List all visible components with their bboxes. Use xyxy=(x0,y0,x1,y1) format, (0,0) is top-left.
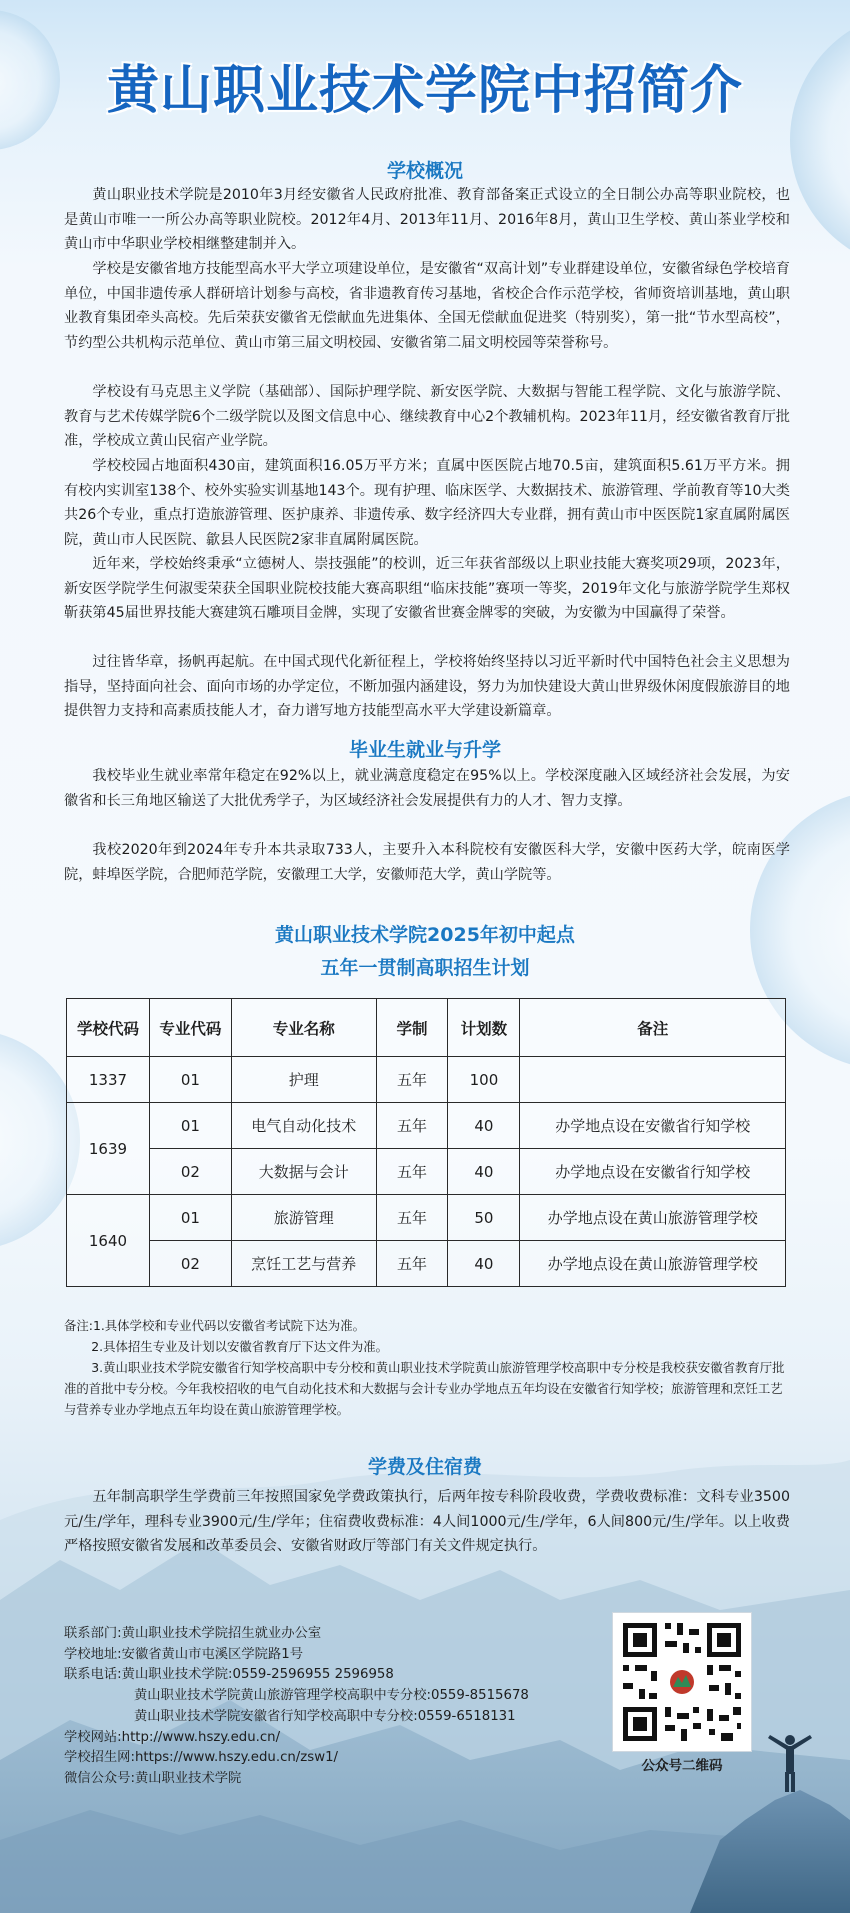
column-header: 学制 xyxy=(376,999,448,1057)
qr-caption: 公众号二维码 xyxy=(641,1758,723,1774)
note-line: 3.黄山职业技术学院安徽省行知学校高职中专分校和黄山职业技术学院黄山旅游管理学校高职中专分校是我校获安徽省教育厅批准的首批中专分校。今年我校招收的电气自动化技术和大数据与会计专业办学地点五年均设在安徽省行知学校；旅游管理和烹饪工艺与营养专业办学地点五年均设在黄山旅游管理学校。 xyxy=(64,1360,785,1417)
note-line: 2.具体招生专业及计划以安徽省教育厅下达文件为准。 xyxy=(91,1339,389,1354)
major-name-cell: 旅游管理 xyxy=(231,1195,376,1241)
note-cell: 办学地点设在安徽省行知学校 xyxy=(520,1149,786,1195)
contact-info xyxy=(64,1624,624,1790)
contact-address: 学校地址:安徽省黄山市屯溪区学院路1号 xyxy=(64,1646,303,1662)
admissions-website-link[interactable]: 学校招生网:https://www.hszy.edu.cn/zsw1/ xyxy=(64,1750,339,1766)
plan-heading-line1: 黄山职业技术学院2025年初中起点 xyxy=(275,924,575,946)
duration-cell: 五年 xyxy=(376,1149,448,1195)
quota-cell: 50 xyxy=(448,1195,520,1241)
major-code-cell: 01 xyxy=(149,1195,231,1241)
major-name-cell: 烹饪工艺与营养 xyxy=(231,1241,376,1287)
table-row xyxy=(67,1149,786,1195)
table-row xyxy=(67,1241,786,1287)
table-row xyxy=(67,1103,786,1149)
overview-heading: 学校概况 xyxy=(386,160,463,182)
major-name-cell: 大数据与会计 xyxy=(231,1149,376,1195)
overview-paragraph: 近年来，学校始终秉承“立德树人、崇技强能”的校训，近三年获省部级以上职业技能大赛奖项29项，2023年，新安医学院学生何淑雯荣获全国职业院校技能大赛高职组“临床技能”赛项一等奖，2019年文化与旅游学院学生郑权靳获第45届世界技能大赛建筑石雕项目金牌，实现了安徽省世赛金牌零的突破，为安徽为中国赢得了荣誉。 xyxy=(64,556,790,622)
school-code-cell: 1640 xyxy=(67,1195,150,1287)
duration-cell: 五年 xyxy=(376,1103,448,1149)
duration-cell: 五年 xyxy=(376,1057,448,1103)
overview-paragraph: 黄山职业技术学院是2010年3月经安徽省人民政府批准、教育部备案正式设立的全日制公办高等职业院校，也是黄山市唯一一所公办高等职业院校。2012年4月、2013年11月、2016年8月，黄山卫生学校、黄山茶业学校和黄山市中华职业学校相继整建制并入。 xyxy=(64,187,790,253)
overview-paragraph: 过往皆华章，扬帆再起航。在中国式现代化新征程上，学校将始终坚持以习近平新时代中国特色社会主义思想为指导，坚持面向社会、面向市场的办学定位，不断加强内涵建设，努力为加快建设大黄山世界级休闲度假旅游目的地提供智力支持和高素质技能人才，奋力谱写地方技能型高水平大学建设新篇章。 xyxy=(64,654,790,720)
wechat-account: 微信公众号:黄山职业技术学院 xyxy=(64,1770,242,1786)
wechat-qr-code xyxy=(612,1612,752,1752)
column-header: 专业名称 xyxy=(231,999,376,1057)
fees-paragraph: 五年制高职学生学费前三年按照国家免学费政策执行，后两年按专科阶段收费，学费收费标准：文科专业3500元/生/学年，理科专业3900元/生/学年；住宿费收费标准：4人间1000元/生/学年，6人间800元/生/学年。以上收费严格按照安徽省发展和改革委员会、安徽省财政厅等部门有关文件规定执行。 xyxy=(64,1489,790,1555)
table-row xyxy=(67,1195,786,1241)
table-notes xyxy=(64,1315,794,1420)
quota-cell: 40 xyxy=(448,1149,520,1195)
quota-cell: 40 xyxy=(448,1103,520,1149)
quota-cell: 100 xyxy=(448,1057,520,1103)
school-code-cell: 1337 xyxy=(67,1057,150,1103)
column-header: 计划数 xyxy=(448,999,520,1057)
employment-paragraph: 我校毕业生就业率常年稳定在92%以上，就业满意度稳定在95%以上。学校深度融入区域经济社会发展，为安徽省和长三角地区输送了大批优秀学子，为区域经济社会发展提供有力的人才、智力支撑。 xyxy=(64,768,790,809)
quota-cell: 40 xyxy=(448,1241,520,1287)
school-code-cell: 1639 xyxy=(67,1103,150,1195)
contact-phone-branch: 黄山职业技术学院黄山旅游管理学校高职中专分校:0559-8515678 xyxy=(134,1688,529,1704)
note-cell: 办学地点设在黄山旅游管理学校 xyxy=(520,1195,786,1241)
contact-department: 联系部门:黄山职业技术学院招生就业办公室 xyxy=(64,1626,322,1641)
contact-phone: 联系电话:黄山职业技术学院:0559-2596955 2596958 xyxy=(64,1667,394,1683)
note-cell: 办学地点设在安徽省行知学校 xyxy=(520,1103,786,1149)
table-row xyxy=(67,1057,786,1103)
page-title: 黄山职业技术学院中招简介 xyxy=(106,61,743,121)
major-name-cell: 护理 xyxy=(231,1057,376,1103)
major-code-cell: 01 xyxy=(149,1103,231,1149)
overview-paragraph: 学校设有马克思主义学院（基础部）、国际护理学院、新安医学院、大数据与智能工程学院、文化与旅游学院、教育与艺术传媒学院6个二级学院以及图文信息中心、继续教育中心2个教辅机构。2023年11月，经安徽省教育厅批准，学校成立黄山民宿产业学院。 xyxy=(64,384,790,450)
employment-paragraph: 我校2020年到2024年专升本共录取733人，主要升入本科院校有安徽医科大学，安徽中医药大学，皖南医学院，蚌埠医学院，合肥师范学院，安徽理工大学，安徽师范大学，黄山学院等。 xyxy=(64,842,790,883)
major-code-cell: 01 xyxy=(149,1057,231,1103)
plan-heading-line2: 五年一贯制高职招生计划 xyxy=(320,957,530,979)
major-code-cell: 02 xyxy=(149,1149,231,1195)
school-website-link[interactable]: 学校网站:http://www.hszy.edu.cn/ xyxy=(64,1729,281,1745)
fees-heading: 学费及住宿费 xyxy=(367,1456,482,1478)
duration-cell: 五年 xyxy=(376,1195,448,1241)
note-cell: 办学地点设在黄山旅游管理学校 xyxy=(520,1241,786,1287)
employment-heading: 毕业生就业与升学 xyxy=(348,739,501,761)
note-cell xyxy=(520,1057,786,1103)
note-line: 备注:1.具体学校和专业代码以安徽省考试院下达为准。 xyxy=(64,1318,365,1333)
table-header-row xyxy=(67,999,786,1057)
overview-paragraph: 学校校园占地面积430亩，建筑面积16.05万平方米；直属中医医院占地70.5亩，建筑面积5.61万平方米。拥有校内实训室138个、校外实验实训基地143个。现有护理、临床医学、大数据技术、旅游管理、学前教育等10大类共26个专业，重点打造旅游管理、医护康养、非遗传承、数字经济四大专业群，拥有黄山市中医医院1家直属附属医院，黄山市人民医院、歙县人民医院2家非直属附属医院。 xyxy=(64,458,790,548)
major-code-cell: 02 xyxy=(149,1241,231,1287)
overview-paragraph: 学校是安徽省地方技能型高水平大学立项建设单位，是安徽省“双高计划”专业群建设单位，安徽省绿色学校培育单位，中国非遗传承人群研培计划参与高校，省非遗教育传习基地，省校企合作示范学校，省师资培训基地，黄山职业教育集团牵头高校。先后荣获安徽省无偿献血先进集体、全国无偿献血促进奖（特别奖），第一批“节水型高校”，节约型公共机构示范单位、黄山市第三届文明校园、安徽省第二届文明校园等荣誉称号。 xyxy=(64,261,790,351)
column-header: 备注 xyxy=(520,999,786,1057)
major-name-cell: 电气自动化技术 xyxy=(231,1103,376,1149)
column-header: 学校代码 xyxy=(67,999,150,1057)
column-header: 专业代码 xyxy=(149,999,231,1057)
duration-cell: 五年 xyxy=(376,1241,448,1287)
contact-phone-branch: 黄山职业技术学院安徽省行知学校高职中专分校:0559-6518131 xyxy=(134,1708,516,1724)
admission-plan-table xyxy=(66,998,786,1287)
